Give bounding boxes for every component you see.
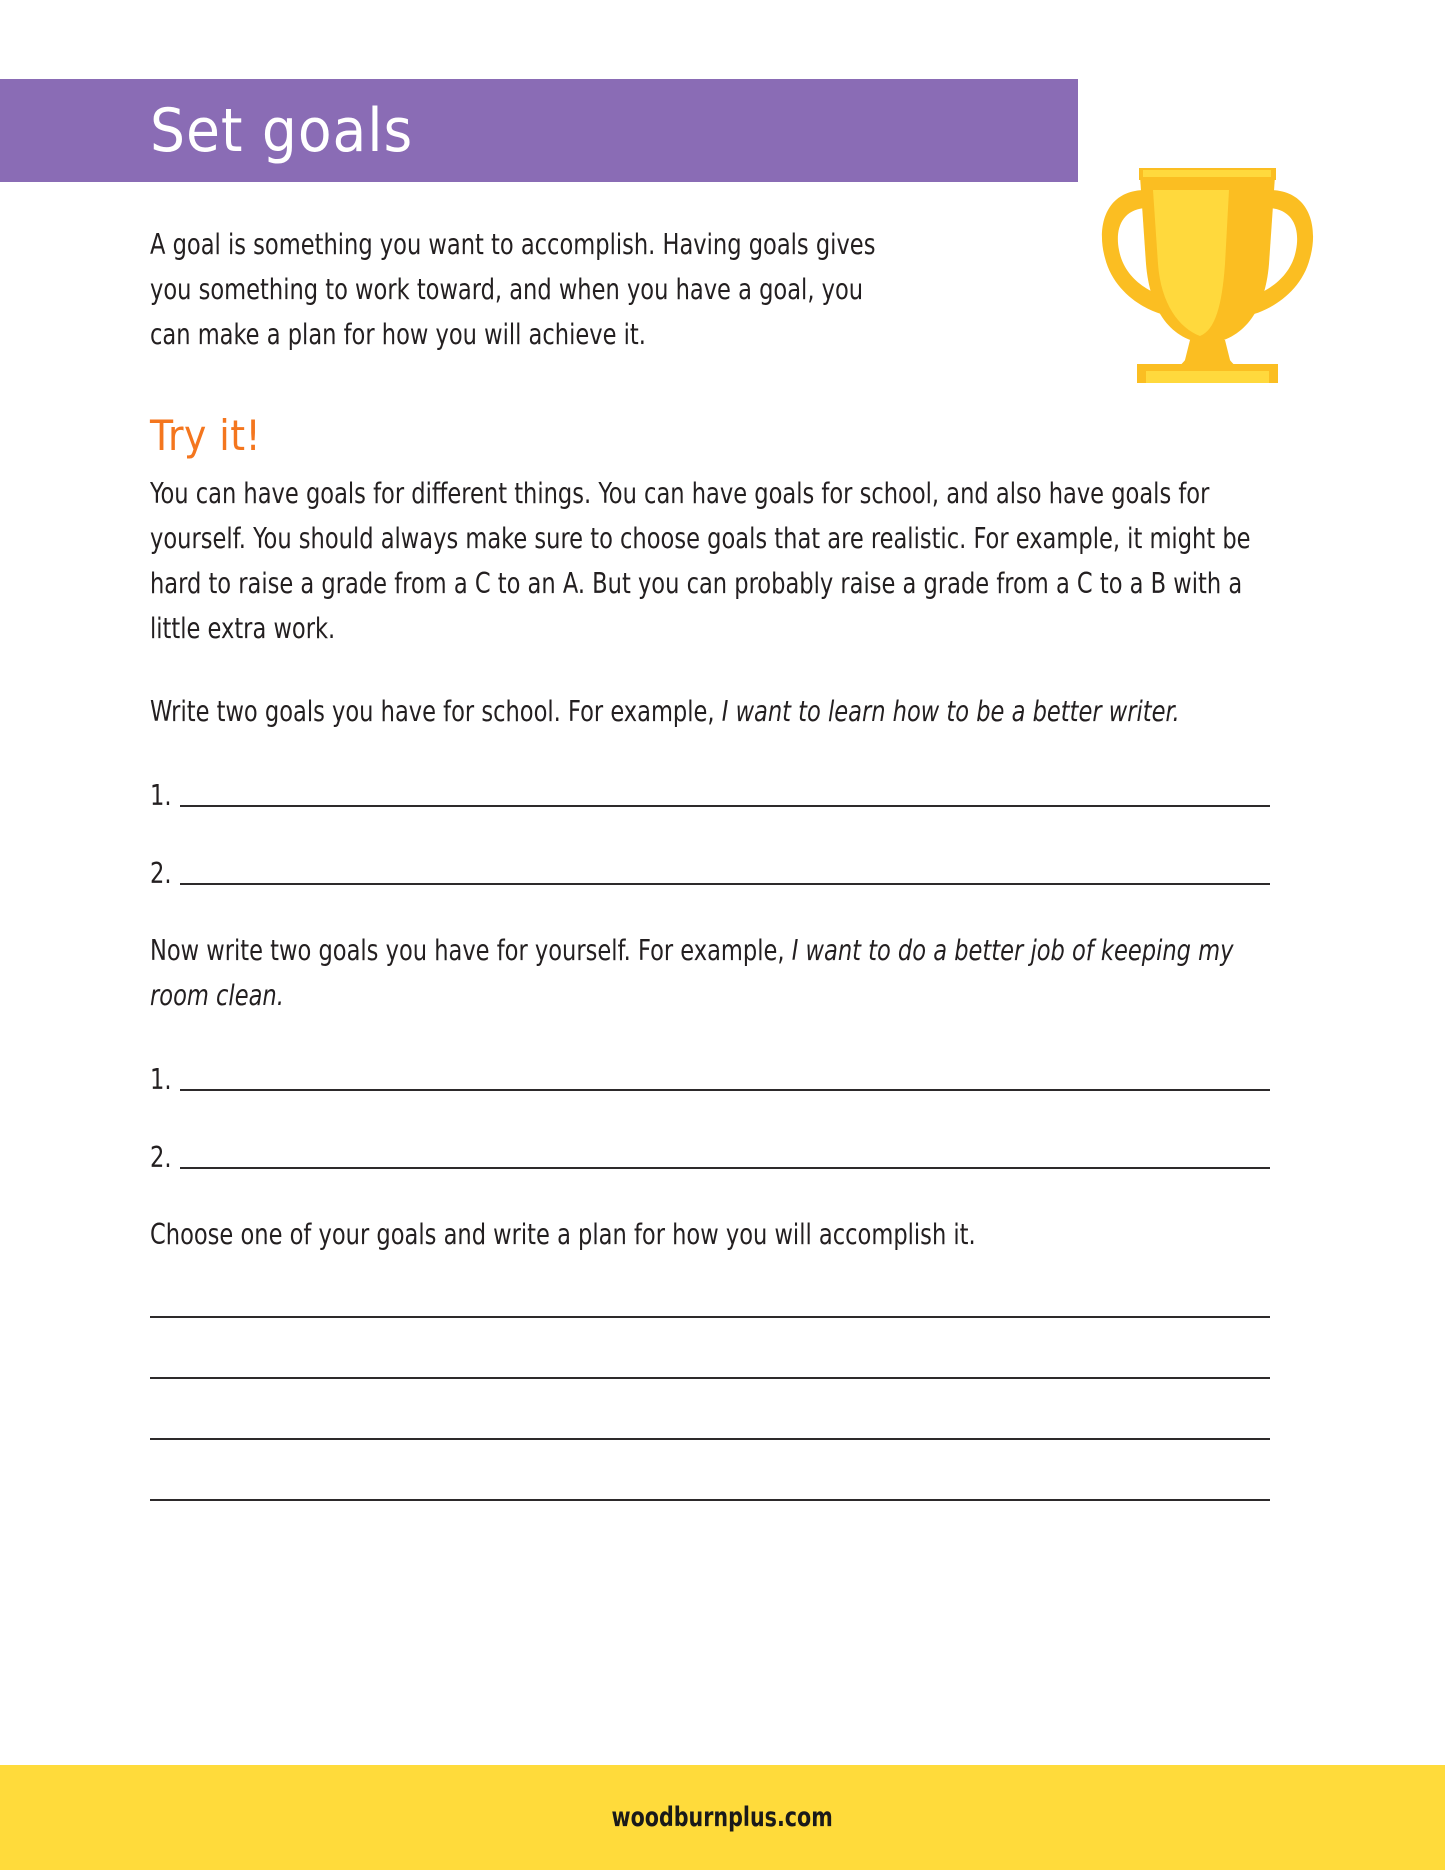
header-banner [0,79,1078,182]
self-answer-line-1[interactable] [150,1062,1270,1096]
write-in-rule[interactable] [180,804,1270,807]
intro-paragraph: A goal is something you want to accomplish. Having goals gives you something to work toward, and when you have a goal, you can make a plan for how you will achieve it. [150,228,876,351]
plan-rule-4[interactable] [150,1498,1270,1501]
self-answer-line-2[interactable] [150,1140,1270,1174]
write-in-rule[interactable] [180,1088,1270,1091]
write-in-rule[interactable] [180,1166,1270,1169]
self-prompt-lead: Now write two goals you have for yourself. For example, [150,934,792,967]
page-title: Set goals [150,95,414,166]
explanation-paragraph: You can have goals for different things. You can have goals for school, and also have goals for yourself. You should always make sure to choose goals that are realistic. For example, it might be hard to raise a grade from a C to an A. But you can probably raise a grade from a C to a B with a little extra work. [150,477,1251,645]
list-number: 2. [150,1141,172,1174]
plan-rule-2[interactable] [150,1376,1270,1379]
school-answer-line-2[interactable] [150,856,1270,890]
school-answer-line-1[interactable] [150,778,1270,812]
plan-prompt: Choose one of your goals and write a plan for how you will accomplish it. [150,1218,976,1251]
list-number: 2. [150,857,172,890]
school-goals-prompt [150,689,1270,734]
plan-rule-3[interactable] [150,1437,1270,1440]
write-in-rule[interactable] [180,882,1270,885]
self-goals-prompt [150,928,1270,1018]
footer-website-label[interactable]: woodburnplus.com [611,1802,834,1833]
list-number: 1. [150,1063,172,1096]
self-prompt-example: I want to do a better job of keeping my room clean. [150,934,1234,1012]
school-prompt-example: I want to learn how to be a better writer. [721,695,1180,728]
plan-writing-area[interactable] [150,1315,1270,1501]
worksheet-content [150,222,1270,1501]
list-number: 1. [150,779,172,812]
plan-rule-1[interactable] [150,1315,1270,1318]
try-it-heading: Try it! [150,411,262,460]
school-prompt-lead: Write two goals you have for school. For example, [150,695,722,728]
footer-banner [0,1765,1445,1870]
